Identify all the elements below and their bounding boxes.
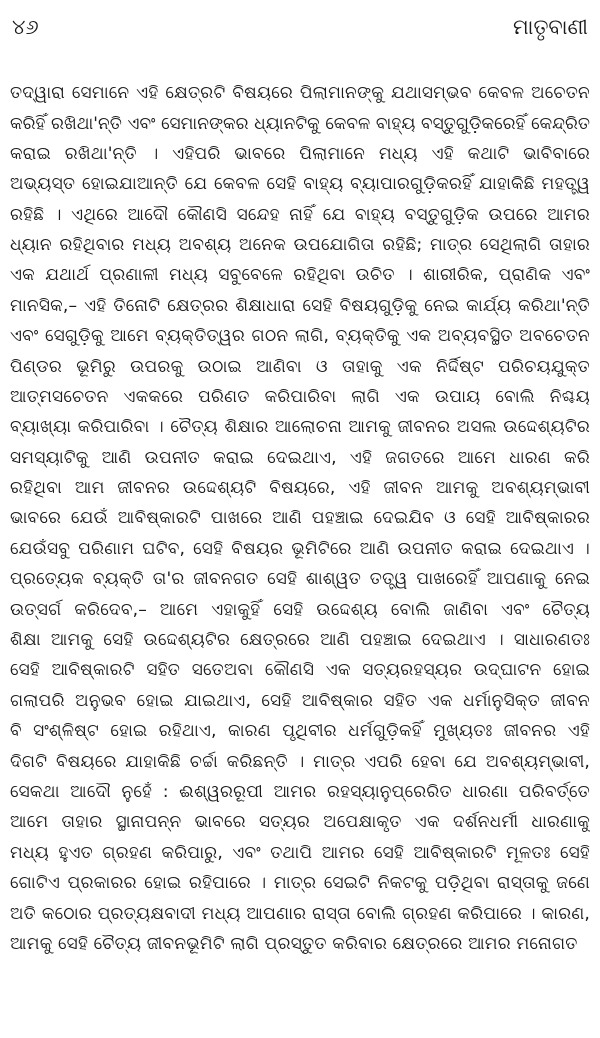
text-line: ସମସ୍ୟାଟିକୁ ଆଣି ଉପନୀତ କରାଇ ଦେଇଥାଏ, ଏହି ଜଗତରେ ଆମେ ଧାରଣ କରି xyxy=(10,447,590,468)
text-line: ବି ସଂଶ୍ଳିଷ୍ଟ ହୋଇ ରହିଥାଏ, କାରଣ ପୃଥିବୀର ଧର୍ମଗୁଡ଼ିକହିଁ ମୁଖ୍ୟତଃ ଜୀବନର ଏହି xyxy=(10,721,590,742)
text-line: ଧ୍ୟାନ ରହିଥିବାର ମଧ୍ୟ ଅବଶ୍ୟ ଅନେକ ଉପଯୋଗିତା ରହିଛି; ମାତ୍ର ସେଥିଲାଗି ତାହାର xyxy=(10,234,590,255)
text-line: ମଧ୍ୟ ହୁଏତ ଗ୍ରହଣ କରିପାରୁ, ଏବଂ ତଥାପି ଆମର ସେହି ଆବିଷ୍କାରଟି ମୂଳତଃ ସେହି xyxy=(10,842,590,863)
text-line: ଶିକ୍ଷା ଆମକୁ ସେହି ଉଦ୍ଦେଶ୍ୟଟିର କ୍ଷେତ୍ରରେ ଆଣି ପହଞ୍ଚାଇ ଦେଇଥାଏ । ସାଧାରଣତଃ xyxy=(10,630,590,651)
running-title: ମାତୃବାଣୀ xyxy=(512,14,588,39)
body-text xyxy=(10,78,590,959)
text-line: ସେକଥା ଆଦୌ ନୁହେଁ : ଈଶ୍ୱରରୂପୀ ଆମର ରହସ୍ୟାନୁପ୍ରେରିତ ଧାରଣା ପରିବର୍ତ୍ତେ xyxy=(10,781,590,802)
text-line: କରିହିଁ ରଖିଥା'ନ୍ତି ଏବଂ ସେମାନଙ୍କର ଧ୍ୟାନଟିକୁ କେବଳ ବାହ୍ୟ ବସ୍ତୁଗୁଡ଼ିକରେହିଁ କେନ୍ଦ୍ରିତ xyxy=(10,113,590,134)
text-line: ଏବଂ ସେଗୁଡ଼ିକୁ ଆମେ ବ୍ୟକ୍ତିତ୍ୱର ଗଠନ ଲାଗି, ବ୍ୟକ୍ତିକୁ ଏକ ଅବ୍ୟବସ୍ଥିତ ଅବଚେତନ xyxy=(10,326,590,347)
text-line: ଏକ ଯଥାର୍ଥ ପ୍ରଣାଳୀ ମଧ୍ୟ ସବୁବେଳେ ରହିଥିବା ଉଚିତ । ଶାରୀରିକ, ପ୍ରାଣିକ ଏବଂ xyxy=(10,265,590,286)
text-line: ବ୍ୟାଖ୍ୟା କରିପାରିବା । ଚୈତ୍ୟ ଶିକ୍ଷାର ଆଲୋଚନା ଆମକୁ ଜୀବନର ଅସଲ ଉଦ୍ଦେଶ୍ୟଟିର xyxy=(10,417,590,438)
text-line: ମାନସିକ,– ଏହି ତିନୋଟି କ୍ଷେତ୍ରର ଶିକ୍ଷାଧାରା ସେହି ବିଷୟଗୁଡ଼ିକୁ ନେଇ କାର୍ଯ୍ୟ କରିଥା'ନ୍ତି xyxy=(10,295,590,316)
text-line: ତଦ୍ୱାରା ସେମାନେ ଏହି କ୍ଷେତ୍ରଟି ବିଷୟରେ ପିଲାମାନଙ୍କୁ ଯଥାସମ୍ଭବ କେବଳ ଅଚେତନ xyxy=(10,83,590,103)
text-line: ସେହି ଆବିଷ୍କାରଟି ସହିତ ସତେଅବା କୌଣସି ଏକ ସତ୍ୟରହସ୍ୟର ଉଦ୍‌ଘାଟନ ହୋଇ xyxy=(10,660,590,681)
text-line: କରାଇ ରଖିଥା'ନ୍ତି । ଏହିପରି ଭାବରେ ପିଲାମାନେ ମଧ୍ୟ ଏହି କଥାଟି ଭାବିବାରେ xyxy=(10,143,590,164)
text-line: ଆମେ ତାହାର ସ୍ଥାନାପନ୍ନ ଭାବରେ ସତ୍ୟର ଅପେକ୍ଷାକୃତ ଏକ ଦର୍ଶନଧର୍ମୀ ଧାରଣାକୁ xyxy=(10,812,590,833)
page-header xyxy=(12,10,588,44)
text-line: ଆମକୁ ସେହି ଚୈତ୍ୟ ଜୀବନଭୂମିଟି ଲାଗି ପ୍ରସ୍ତୁତ କରିବାର କ୍ଷେତ୍ରରେ ଆମର ମନୋଗତ xyxy=(10,933,578,954)
text-line: ପିଣ୍ଡର ଭୂମିରୁ ଉପରକୁ ଉଠାଇ ଆଣିବା ଓ ତାହାକୁ ଏକ ନିର୍ଦ୍ଦିଷ୍ଟ ପରିଚୟଯୁକ୍ତ xyxy=(10,356,590,377)
text-line: ଦିଗଟି ବିଷୟରେ ଯାହାକିଛି ଚର୍ଚ୍ଚା କରିଛନ୍ତି । ମାତ୍ର ଏପରି ହେବା ଯେ ଅବଶ୍ୟମ୍ଭାବୀ, xyxy=(10,751,590,772)
text-line: ଅତି କଠୋର ପ୍ରତ୍ୟକ୍ଷବାଦୀ ମଧ୍ୟ ଆପଣାର ରାସ୍ତା ବୋଲି ଗ୍ରହଣ କରିପାରେ । କାରଣ, xyxy=(10,903,590,924)
text-line: ଆତ୍ମସଚେତନ ଏକକରେ ପରିଣତ କରିପାରିବା ଲାଗି ଏକ ଉପାୟ ବୋଲି ନିଶ୍ଚୟ xyxy=(10,386,590,407)
text-line: ଯେଉଁସବୁ ପରିଣାମ ଘଟିବ, ସେହି ବିଷୟର ଭୂମିଟିରେ ଆଣି ଉପନୀତ କରାଇ ଦେଇଥାଏ । xyxy=(10,538,590,559)
text-line: ରହିଥିବା ଆମ ଜୀବନର ଉଦ୍ଦେଶ୍ୟଟି ବିଷୟରେ, ଏହି ଜୀବନ ଆମକୁ ଅବଶ୍ୟମ୍ଭାବୀ xyxy=(10,478,590,499)
text-line: ଗଲାପରି ଅନୁଭବ ହୋଇ ଯାଇଥାଏ, ସେହି ଆବିଷ୍କାର ସହିତ ଏକ ଧର୍ମାନୁସିକ୍ତ ଜୀବନ xyxy=(10,690,590,711)
text-line: ରହିଛି । ଏଥିରେ ଆଦୌ କୌଣସି ସନ୍ଦେହ ନାହିଁ ଯେ ବାହ୍ୟ ବସ୍ତୁଗୁଡ଼ିକ ଉପରେ ଆମର xyxy=(10,204,590,225)
text-line: ଉତ୍ସର୍ଗ କରିଦେବ,– ଆମେ ଏହାକୁହିଁ ସେହି ଉଦ୍ଦେଶ୍ୟ ବୋଲି ଜାଣିବା ଏବଂ ଚୈତ୍ୟ xyxy=(10,599,590,620)
text-line: ଗୋଟିଏ ପ୍ରକାରର ହୋଇ ରହିପାରେ । ମାତ୍ର ସେଇଟି ନିକଟକୁ ପଡ଼ିଥିବା ରାସ୍ତାକୁ ଜଣେ xyxy=(10,873,590,894)
page-number: ୪୬ xyxy=(12,14,39,39)
text-line: ଭାବରେ ଯେଉଁ ଆବିଷ୍କାରଟି ପାଖରେ ଆଣି ପହଞ୍ଚାଇ ଦେଇଯିବ ଓ ସେହି ଆବିଷ୍କାରର xyxy=(10,508,590,529)
text-line: ପ୍ରତ୍ୟେକ ବ୍ୟକ୍ତି ତା'ର ଜୀବନଗତ ସେହି ଶାଶ୍ୱତ ତତ୍ତ୍ୱ ପାଖରେହିଁ ଆପଣାକୁ ନେଇ xyxy=(10,569,590,590)
text-line: ଅଭ୍ୟସ୍ତ ହୋଇଯାଆନ୍ତି ଯେ କେବଳ ସେହି ବାହ୍ୟ ବ୍ୟାପାରଗୁଡ଼ିକରହିଁ ଯାହାକିଛି ମହତ୍ତ୍ୱ xyxy=(10,174,590,195)
